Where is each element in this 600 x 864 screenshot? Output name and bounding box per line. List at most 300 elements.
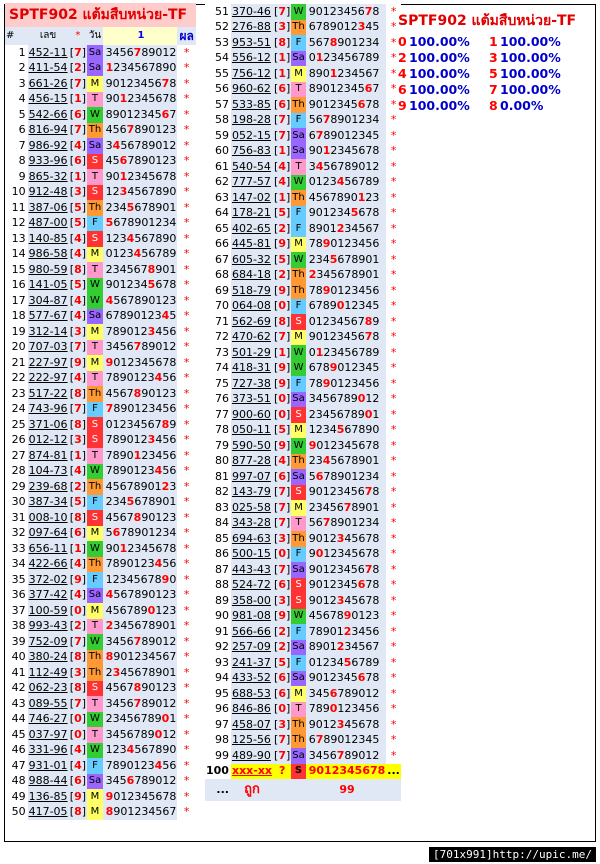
left-table xyxy=(5,3,196,820)
row-number: 20 xyxy=(5,340,28,356)
table-row xyxy=(205,330,401,346)
row-code: 100-59 xyxy=(28,603,68,617)
row-digit: [5] xyxy=(274,206,291,220)
row-rank xyxy=(306,609,387,625)
rank-highlight: 5 xyxy=(126,200,135,214)
row-code: 371-06 xyxy=(28,417,68,431)
rank-suffix: 0123456 xyxy=(330,237,380,251)
table-row xyxy=(5,355,196,371)
table-row xyxy=(205,702,401,718)
row-digit-value: 7 xyxy=(278,113,286,127)
row-number: 39 xyxy=(5,634,28,650)
summary-percent: 100.00% xyxy=(500,82,561,97)
row-digit: [9] xyxy=(274,237,291,251)
row-rank xyxy=(306,237,387,253)
rank-prefix: 1234 xyxy=(308,423,337,437)
rank-suffix: 56 xyxy=(162,371,177,385)
row-digit-value: 4 xyxy=(74,464,82,478)
rank-highlight: 0 xyxy=(154,727,163,741)
table-row xyxy=(5,169,196,185)
row-day-badge: Sa xyxy=(291,392,305,408)
row-rank xyxy=(306,175,387,191)
row-number: 63 xyxy=(205,190,231,206)
row-day-badge: T xyxy=(87,262,102,278)
row-digit: [7] xyxy=(274,4,291,18)
row-number: 71 xyxy=(205,314,231,330)
rank-suffix: 2345678 xyxy=(330,144,380,158)
table-row xyxy=(205,423,401,439)
row-digit-value: 9 xyxy=(278,361,286,375)
row-number: 49 xyxy=(5,789,28,805)
rank-highlight: 1 xyxy=(329,66,338,80)
summary-row xyxy=(398,50,588,66)
rank-prefix: 3456789 xyxy=(308,392,358,406)
row-code: 458-07 xyxy=(231,717,273,733)
row-day-badge: W xyxy=(87,743,102,759)
row-digit: [4] xyxy=(69,293,87,307)
row-day-badge: Th xyxy=(291,283,305,299)
row-day-badge: M xyxy=(291,330,305,346)
rank-suffix: 678901 xyxy=(337,252,380,266)
row-code: 241-37 xyxy=(231,655,273,671)
row-code: 877-28 xyxy=(231,454,273,470)
table-row xyxy=(205,733,401,749)
rank-suffix: 89012 xyxy=(344,748,380,762)
row-day-badge: T xyxy=(87,169,102,185)
row-number: 98 xyxy=(205,733,231,749)
row-code: 012-12 xyxy=(28,433,68,447)
row-day-badge: F xyxy=(291,547,305,563)
row-mark: * xyxy=(386,159,401,175)
rank-highlight: 4 xyxy=(154,371,163,385)
footer-row xyxy=(205,779,401,801)
row-digit: [4] xyxy=(69,309,87,323)
row-rank xyxy=(103,107,178,123)
rank-highlight: 2 xyxy=(336,640,345,654)
header-star: * xyxy=(69,27,88,45)
rank-highlight: 5 xyxy=(147,278,156,292)
row-mark: * xyxy=(177,293,196,309)
rank-highlight: 5 xyxy=(105,216,114,230)
summary-percent: 100.00% xyxy=(409,34,470,49)
summary-digit: 1 xyxy=(489,34,498,49)
rank-highlight: 3 xyxy=(112,665,121,679)
rank-prefix: 4567 xyxy=(105,386,134,400)
row-digit-value: 7 xyxy=(74,45,82,59)
row-rank xyxy=(103,45,178,61)
row-number: 89 xyxy=(205,593,231,609)
rank-suffix: 56 xyxy=(162,758,177,772)
rank-prefix: 90 xyxy=(105,92,120,106)
rank-highlight: 8 xyxy=(329,35,338,49)
rank-highlight: 7 xyxy=(126,123,135,137)
rank-prefix: 4567890 xyxy=(308,190,358,204)
row-mark: * xyxy=(177,61,196,77)
pending-code: xxx-xx xyxy=(231,764,273,778)
row-digit-value: 0 xyxy=(278,702,286,716)
row-digit-value: 4 xyxy=(278,454,286,468)
rank-suffix: 56 xyxy=(162,464,177,478)
row-mark: * xyxy=(386,299,401,315)
rank-suffix: 34567 xyxy=(344,221,380,235)
row-digit-value: 7 xyxy=(74,76,82,90)
rank-suffix: 89012345 xyxy=(323,733,380,747)
row-mark: * xyxy=(386,82,401,98)
row-digit-value: 6 xyxy=(74,107,82,121)
row-digit: [9] xyxy=(274,361,291,375)
row-digit-value: 2 xyxy=(278,640,286,654)
table-row xyxy=(5,789,196,805)
rank-prefix: 23456 xyxy=(308,500,344,514)
rank-suffix: 5 xyxy=(169,309,177,323)
row-digit-value: 1 xyxy=(74,448,82,462)
table-row xyxy=(205,113,401,129)
row-digit-value: 4 xyxy=(74,293,82,307)
rank-suffix: 678 xyxy=(155,278,177,292)
row-code: 556-12 xyxy=(231,51,273,67)
table-row xyxy=(205,578,401,594)
row-digit: [3] xyxy=(274,20,291,34)
row-day-badge: M xyxy=(87,324,102,340)
rank-highlight: 1 xyxy=(105,61,114,75)
rank-suffix: 012345678 xyxy=(316,438,380,452)
row-day-badge: Sa xyxy=(291,144,305,160)
table-row xyxy=(5,619,196,635)
row-mark: * xyxy=(177,371,196,387)
table-row xyxy=(205,82,401,98)
row-mark: * xyxy=(177,805,196,821)
table-row xyxy=(205,485,401,501)
row-digit-value: 7 xyxy=(278,500,286,514)
rank-highlight: 7 xyxy=(364,330,373,344)
row-digit-value: 3 xyxy=(74,185,82,199)
summary-row xyxy=(398,98,588,114)
row-code: 140-85 xyxy=(28,231,68,245)
rank-highlight: 1 xyxy=(119,92,128,106)
row-digit: [6] xyxy=(274,82,291,96)
rank-suffix: 9 xyxy=(372,314,380,328)
rank-suffix: 90123 xyxy=(141,510,177,524)
rank-prefix: 456789 xyxy=(105,603,148,617)
rank-highlight: 2 xyxy=(343,624,352,638)
rank-highlight: 7 xyxy=(133,45,142,59)
row-day-badge: F xyxy=(87,216,102,232)
rank-prefix: 5 xyxy=(308,469,316,483)
row-rank xyxy=(103,216,178,232)
row-code: 112-49 xyxy=(28,665,68,679)
rank-prefix: 3456 xyxy=(105,45,134,59)
row-digit-value: 1 xyxy=(278,345,286,359)
header-code: เลข xyxy=(28,27,69,45)
row-digit-value: 6 xyxy=(74,154,82,168)
row-digit: [4] xyxy=(274,175,291,189)
rank-prefix: 567 xyxy=(308,35,330,49)
row-code: 331-96 xyxy=(28,743,68,757)
rank-highlight: 9 xyxy=(105,789,114,803)
row-mark: * xyxy=(386,190,401,206)
row-code: 025-58 xyxy=(231,500,273,516)
row-number: 33 xyxy=(5,541,28,557)
summary-row xyxy=(398,34,588,50)
row-code: 452-11 xyxy=(28,45,68,59)
row-code: 953-51 xyxy=(231,35,273,51)
rank-highlight: 7 xyxy=(105,402,114,416)
row-day-badge: Sa xyxy=(87,309,102,325)
row-rank xyxy=(306,624,387,640)
rank-prefix: 7890123 xyxy=(105,758,155,772)
row-code: 533-85 xyxy=(231,97,273,113)
rank-highlight: 6 xyxy=(315,469,324,483)
rank-highlight: 7 xyxy=(336,748,345,762)
row-day-badge: T xyxy=(87,727,102,743)
summary-percent: 100.00% xyxy=(409,50,470,65)
row-number: 67 xyxy=(205,252,231,268)
table-row xyxy=(5,634,196,650)
rank-highlight: 3 xyxy=(336,593,345,607)
row-rank xyxy=(103,278,178,294)
row-number: 21 xyxy=(5,355,28,371)
row-mark: * xyxy=(177,200,196,216)
rank-prefix: 78 xyxy=(308,283,323,297)
row-mark: * xyxy=(386,376,401,392)
row-digit: [0] xyxy=(274,547,291,561)
rank-suffix: 45678 xyxy=(344,717,380,731)
row-digit-value: 5 xyxy=(278,423,286,437)
table-row xyxy=(205,4,401,20)
rank-suffix: 7890123 xyxy=(127,154,177,168)
summary-digit: 6 xyxy=(398,82,407,97)
row-mark: * xyxy=(386,516,401,532)
row-number: 32 xyxy=(5,526,28,542)
table-row xyxy=(5,123,196,139)
row-mark: * xyxy=(177,92,196,108)
row-number: 31 xyxy=(5,510,28,526)
row-day-badge: W xyxy=(87,464,102,480)
row-number: 84 xyxy=(205,516,231,532)
summary-row xyxy=(398,66,588,82)
rank-prefix: 3456 xyxy=(105,340,134,354)
row-digit-value: 3 xyxy=(74,665,82,679)
row-digit-value: 1 xyxy=(74,169,82,183)
row-digit-value: 4 xyxy=(74,588,82,602)
row-day-badge: Sa xyxy=(87,138,102,154)
table-row xyxy=(5,386,196,402)
row-number: 74 xyxy=(205,361,231,377)
rank-prefix: 12345678 xyxy=(105,572,162,586)
row-mark: * xyxy=(177,572,196,588)
row-digit: [1] xyxy=(274,190,291,204)
row-mark: * xyxy=(386,175,401,191)
rank-suffix: 3456 xyxy=(351,624,380,638)
row-code: 900-60 xyxy=(231,407,273,423)
row-code: 605-32 xyxy=(231,252,273,268)
row-rank xyxy=(103,293,178,309)
row-digit-value: 3 xyxy=(278,531,286,545)
row-digit: [1] xyxy=(274,144,291,158)
row-digit: [2] xyxy=(274,268,291,282)
row-code: 960-62 xyxy=(231,82,273,98)
row-code: 050-11 xyxy=(231,423,273,439)
rank-highlight: 5 xyxy=(343,655,352,669)
rank-highlight: 4 xyxy=(154,557,163,571)
row-number: 44 xyxy=(5,712,28,728)
row-mark: * xyxy=(386,407,401,423)
rank-prefix: 7890 xyxy=(105,448,134,462)
row-mark: * xyxy=(177,634,196,650)
row-day-badge: M xyxy=(291,500,305,516)
row-code: 501-29 xyxy=(231,345,273,361)
row-rank xyxy=(103,448,178,464)
rank-suffix: 901234567 xyxy=(113,650,177,664)
row-number: 87 xyxy=(205,562,231,578)
row-digit-value: 4 xyxy=(278,159,286,173)
rank-suffix: 123456 xyxy=(337,702,380,716)
table-row xyxy=(5,510,196,526)
rank-highlight: 3 xyxy=(147,433,156,447)
row-mark: * xyxy=(386,221,401,237)
row-digit-value: 1 xyxy=(74,92,82,106)
row-mark: * xyxy=(177,76,196,92)
row-day-badge: Th xyxy=(291,20,305,36)
row-digit-value: 6 xyxy=(74,526,82,540)
row-digit: [7] xyxy=(274,485,291,499)
row-number: 60 xyxy=(205,144,231,160)
row-day-badge: Th xyxy=(87,557,102,573)
rank-highlight: 8 xyxy=(161,417,170,431)
row-number: 16 xyxy=(5,278,28,294)
row-code: 661-26 xyxy=(28,76,68,90)
row-number: 66 xyxy=(205,237,231,253)
rank-suffix: 345678901 xyxy=(113,619,177,633)
rank-suffix: 2345678 xyxy=(127,541,177,555)
row-day-badge: M xyxy=(87,526,102,542)
rank-prefix: 90123456 xyxy=(308,4,365,18)
row-code: 756-83 xyxy=(231,144,273,160)
rank-suffix: 90123 xyxy=(141,386,177,400)
row-mark: * xyxy=(177,216,196,232)
table-row xyxy=(5,138,196,154)
summary-panel xyxy=(398,10,588,114)
row-mark: * xyxy=(386,686,401,702)
row-code: 874-81 xyxy=(28,448,68,462)
table-row xyxy=(205,407,401,423)
table-row xyxy=(5,712,196,728)
summary-row xyxy=(398,82,588,98)
row-rank xyxy=(306,500,387,516)
rank-suffix: 23 xyxy=(365,190,380,204)
row-number: 69 xyxy=(205,283,231,299)
table-row xyxy=(5,76,196,92)
row-digit-value: 0 xyxy=(74,712,82,726)
row-digit: [8] xyxy=(69,417,87,431)
row-day-badge: Sa xyxy=(291,128,305,144)
row-digit: [4] xyxy=(274,159,291,173)
row-rank xyxy=(306,299,387,315)
row-day-badge: Sa xyxy=(291,469,305,485)
rank-prefix: 90123456 xyxy=(105,76,162,90)
row-mark: * xyxy=(386,35,401,51)
rank-suffix: 78901234 xyxy=(120,526,177,540)
row-digit: [6] xyxy=(69,774,87,788)
row-rank xyxy=(306,686,387,702)
rank-highlight: 5 xyxy=(350,206,359,220)
row-rank xyxy=(103,774,178,790)
table-row xyxy=(205,314,401,330)
table-row xyxy=(205,392,401,408)
table-row xyxy=(5,448,196,464)
row-rank xyxy=(103,619,178,635)
rank-highlight: 0 xyxy=(315,547,324,561)
rank-suffix: 901234 xyxy=(337,35,380,49)
sheet-title: SPTF902 แต้มสืบหน่วย-TF xyxy=(5,3,196,27)
row-rank xyxy=(306,82,387,98)
rank-suffix: 678901 xyxy=(134,495,177,509)
rank-prefix: 9012345 xyxy=(308,97,358,111)
row-day-badge: S xyxy=(87,185,102,201)
rank-highlight: 1 xyxy=(315,51,324,65)
row-rank xyxy=(103,650,178,666)
row-code: 743-96 xyxy=(28,402,68,416)
row-code: 304-87 xyxy=(28,293,68,307)
row-mark: * xyxy=(386,671,401,687)
rank-highlight: 6 xyxy=(161,107,170,121)
row-day-badge: Th xyxy=(87,123,102,139)
row-number: 7 xyxy=(5,138,28,154)
rank-suffix: 89012 xyxy=(141,634,177,648)
pending-digit: ? xyxy=(273,764,291,780)
row-day-badge: W xyxy=(291,345,305,361)
row-digit: [7] xyxy=(274,733,291,747)
row-day-badge: Sa xyxy=(291,671,305,687)
row-digit-value: 7 xyxy=(74,123,82,137)
row-rank xyxy=(103,495,178,511)
rank-suffix: 89012345 xyxy=(323,128,380,142)
rank-prefix: 789012 xyxy=(105,433,148,447)
row-digit: [7] xyxy=(69,402,87,416)
row-rank xyxy=(306,51,387,67)
row-rank xyxy=(103,402,178,418)
rank-suffix: 456 xyxy=(155,433,177,447)
rank-highlight: 0 xyxy=(161,712,170,726)
rank-suffix: 7 xyxy=(169,107,177,121)
row-mark: * xyxy=(177,402,196,418)
row-digit: [1] xyxy=(69,169,87,183)
rank-prefix: 45678 xyxy=(308,609,344,623)
row-digit: [2] xyxy=(69,61,87,75)
row-code: 981-08 xyxy=(231,609,273,625)
rank-suffix: 78 xyxy=(365,578,380,592)
row-mark: * xyxy=(177,789,196,805)
row-digit-value: 2 xyxy=(278,268,286,282)
row-digit: [7] xyxy=(69,340,87,354)
row-day-badge: Sa xyxy=(291,640,305,656)
row-digit-value: 7 xyxy=(74,340,82,354)
rank-prefix: 4567 xyxy=(105,681,134,695)
row-code: 239-68 xyxy=(28,479,68,493)
rank-highlight: 0 xyxy=(336,299,345,313)
row-digit-value: 0 xyxy=(278,392,286,406)
row-digit-value: 3 xyxy=(278,593,286,607)
row-number: 38 xyxy=(5,619,28,635)
row-digit: [9] xyxy=(274,438,291,452)
row-digit: [1] xyxy=(69,92,87,106)
row-digit: [0] xyxy=(274,702,291,716)
table-row xyxy=(205,206,401,222)
rank-prefix: 9012 xyxy=(308,593,337,607)
row-day-badge: Th xyxy=(291,531,305,547)
row-digit: [4] xyxy=(69,557,87,571)
row-digit: [6] xyxy=(274,97,291,111)
